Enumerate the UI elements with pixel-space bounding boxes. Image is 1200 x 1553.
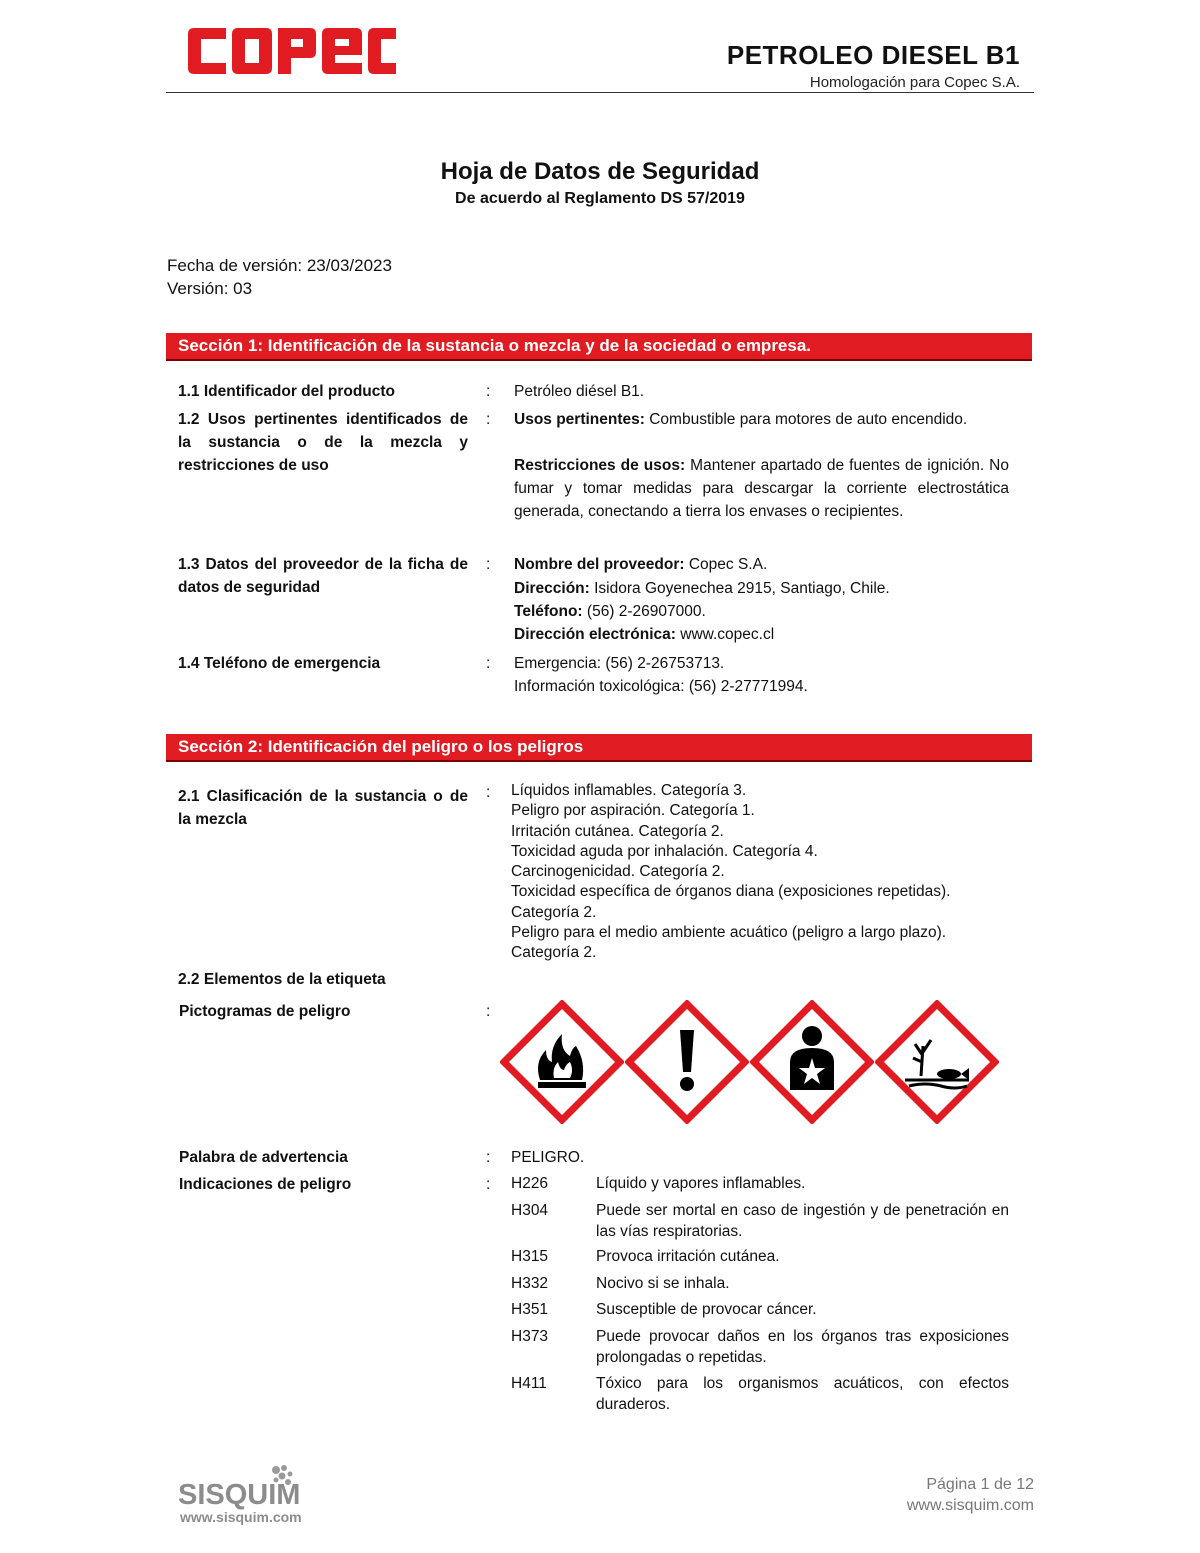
phone-label: Teléfono: xyxy=(514,603,583,620)
hazard-code: H351 xyxy=(511,1301,549,1318)
classification-item: Líquidos inflamables. Categoría 3. xyxy=(511,782,747,799)
restrictions-block xyxy=(514,454,1009,523)
hazard-code: H411 xyxy=(511,1375,547,1392)
pictograms-label: Pictogramas de peligro xyxy=(179,1003,351,1020)
web-link[interactable]: www.copec.cl xyxy=(680,626,775,643)
separator: : xyxy=(486,1149,491,1166)
copec-logo xyxy=(186,26,398,76)
hazard-text: Tóxico para los organismos acuáticos, con efectos duraderos. xyxy=(596,1375,1009,1413)
product-identifier: Petróleo diésel B1. xyxy=(514,383,645,400)
hazard-statements-label: Indicaciones de peligro xyxy=(179,1176,352,1193)
toxicology-phone: Información toxicológica: (56) 2-27771994. xyxy=(514,678,808,695)
sisquim-url: www.sisquim.com xyxy=(180,1509,302,1525)
separator: : xyxy=(486,784,491,801)
hazard-text: Provoca irritación cutánea. xyxy=(596,1248,780,1265)
classification-item: Toxicidad aguda por inhalación. Categoría 4. xyxy=(511,842,818,860)
classification-item: Peligro por aspiración. Categoría 1. xyxy=(511,802,755,820)
sisquim-brand: SISQUIM xyxy=(178,1479,301,1511)
exclamation-icon xyxy=(625,1000,749,1124)
supplier-phone xyxy=(514,600,1009,623)
item-1-2-label: 1.2 Usos pertinentes identificados de la sustancia o de la mezcla y restricciones de uso xyxy=(178,411,468,474)
hazard-code: H226 xyxy=(511,1175,549,1192)
section-1-title: Sección 1: Identificación de la sustancia o mezcla y de la sociedad o empresa. xyxy=(178,336,812,355)
supplier-name-value: Copec S.A. xyxy=(688,556,768,573)
hazard-text: Puede ser mortal en caso de ingestión y de penetración en las vías respiratorias. xyxy=(596,1202,1009,1240)
item-2-1-label: 2.1 Clasificación de la sustancia o de la mezcla xyxy=(178,788,468,828)
supplier-name xyxy=(514,553,1009,576)
hazard-text: Susceptible de provocar cáncer. xyxy=(596,1301,817,1318)
section-2-title: Sección 2: Identificación del peligro o los peligros xyxy=(178,737,584,756)
homologation-text: Homologación para Copec S.A. xyxy=(809,74,1020,91)
classification-item: Carcinogenicidad. Categoría 2. xyxy=(511,863,725,881)
flame-icon xyxy=(500,1000,624,1124)
separator: : xyxy=(486,411,491,428)
hazard-code: H304 xyxy=(511,1202,549,1219)
hazard-code: H332 xyxy=(511,1275,549,1292)
item-1-4-label: 1.4 Teléfono de emergencia xyxy=(178,655,381,672)
classification-item: Peligro para el medio ambiente acuático (peligro a largo plazo). xyxy=(511,924,947,942)
footer-url[interactable]: www.sisquim.com xyxy=(906,1497,1034,1514)
section-1-header xyxy=(166,333,1032,361)
restrictions-label: Restricciones de usos: xyxy=(514,457,686,474)
classification-item: Toxicidad específica de órganos diana (exposiciones repetidas). xyxy=(511,883,951,901)
environment-icon xyxy=(875,1000,999,1124)
version-date: Fecha de versión: 23/03/2023 xyxy=(167,256,392,275)
separator: : xyxy=(486,1003,491,1020)
supplier-web xyxy=(514,623,1009,646)
uses-label: Usos pertinentes: xyxy=(514,411,645,428)
sisquim-logo xyxy=(178,1462,328,1532)
document-title: Hoja de Datos de Seguridad xyxy=(440,158,760,185)
page-number: Página 1 de 12 xyxy=(926,1476,1034,1493)
address-label: Dirección: xyxy=(514,580,590,597)
section-2-header xyxy=(166,734,1032,762)
hazard-code: H373 xyxy=(511,1328,549,1345)
classification-item: Categoría 2. xyxy=(511,944,597,962)
classification-item: Categoría 2. xyxy=(511,903,597,921)
hazard-text: Nocivo si se inhala. xyxy=(596,1275,730,1292)
separator: : xyxy=(486,1176,491,1193)
classification-list xyxy=(511,781,1021,964)
version-number: Versión: 03 xyxy=(167,279,253,298)
uses-value: Combustible para motores de auto encendido. xyxy=(649,411,968,428)
item-2-2-label: 2.2 Elementos de la etiqueta xyxy=(178,971,386,988)
web-label: Dirección electrónica: xyxy=(514,626,676,643)
header-divider xyxy=(166,92,1034,93)
separator: : xyxy=(486,655,491,672)
classification-item: Irritación cutánea. Categoría 2. xyxy=(511,822,724,840)
item-1-1-label: 1.1 Identificador del producto xyxy=(178,383,396,400)
document-subtitle: De acuerdo al Reglamento DS 57/2019 xyxy=(455,190,745,207)
item-1-3-label: 1.3 Datos del proveedor de la ficha de datos de seguridad xyxy=(178,556,468,596)
product-name: PETROLEO DIESEL B1 xyxy=(726,40,1020,70)
hazard-text: Líquido y vapores inflamables. xyxy=(596,1175,806,1192)
signal-word-label: Palabra de advertencia xyxy=(179,1149,348,1166)
signal-word: PELIGRO. xyxy=(511,1149,585,1166)
supplier-name-label: Nombre del proveedor: xyxy=(514,556,685,573)
emergency-phone: Emergencia: (56) 2-26753713. xyxy=(514,655,725,672)
hazard-text: Puede provocar daños en los órganos tras exposiciones prolongadas o repetidas. xyxy=(596,1328,1009,1366)
supplier-address xyxy=(514,577,1009,600)
address-value: Isidora Goyenechea 2915, Santiago, Chile. xyxy=(594,580,890,597)
hazard-code: H315 xyxy=(511,1248,549,1265)
separator: : xyxy=(486,556,491,573)
uses-block xyxy=(514,408,1009,431)
phone-value: (56) 2-26907000. xyxy=(586,603,706,620)
health-hazard-icon xyxy=(750,1000,874,1124)
separator: : xyxy=(486,383,491,400)
restrictions-value: Mantener apartado de fuentes de ignición. No fumar y tomar medidas para descargar la corriente electrostática generada, conectando a tierra los envases o recipientes. xyxy=(514,457,1009,520)
